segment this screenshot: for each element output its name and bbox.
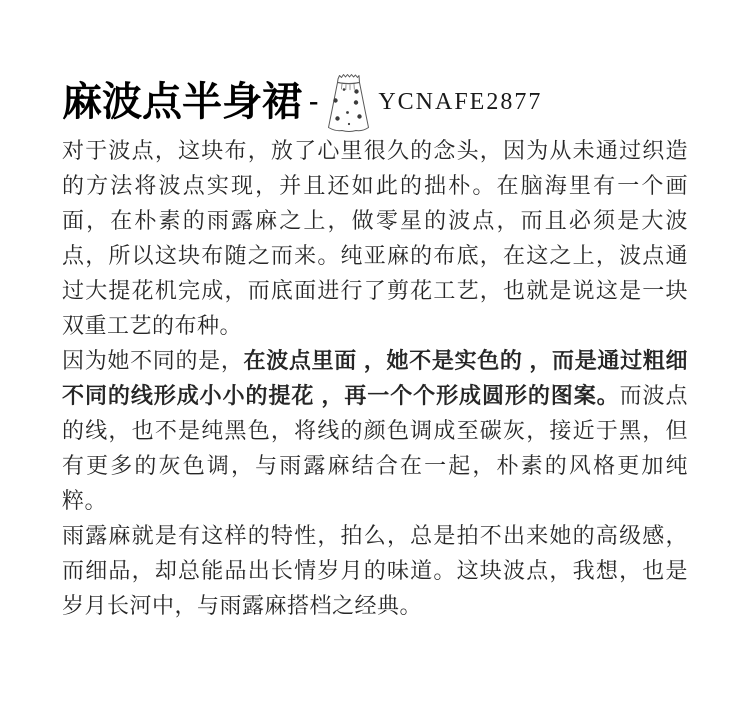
paragraph-fabric-origin <box>62 133 688 343</box>
paragraph-text-emphasis: 在波点里面 ，她不是实色的 ，而是通过粗细不同的线形成小小的提花 ，再一个个形成圆形的图案。 <box>62 348 688 408</box>
page-title: 麻波点半身裙 <box>62 78 302 124</box>
paragraph-text: 因为她不同的是， <box>62 348 244 373</box>
title-separator: - <box>309 85 319 117</box>
paragraph-text: 对于波点，这块布，放了心里很久的念头，因为从未通过织造的方法将波点实现，并且还如此的拙朴。在脑海里有一个画面，在朴素的雨露麻之上，做零星的波点，而且必须是大波点，所以这块布随之而来。纯亚麻的布底，在这之上，波点通过大提花机完成，而底面进行了剪花工艺，也就是说这是一块双重工艺的布种。 <box>62 138 688 338</box>
paragraph-text: 而波点的线，也不是纯黑色，将线的颜色调成至碳灰，接近于黑，但有更多的灰色调，与雨露麻结合在一起，朴素的风格更加纯粹。 <box>62 383 688 513</box>
paragraph-dot-detail <box>62 343 688 518</box>
page-header <box>62 0 688 133</box>
polka-dot-skirt-icon <box>325 71 372 132</box>
paragraph-linen-character <box>62 518 688 623</box>
product-code: YCNAFE2877 <box>378 88 543 115</box>
paragraph-text: 雨露麻就是有这样的特性，拍么，总是拍不出来她的高级感，而细品，却总能品出长情岁月的味道。这块波点，我想，也是岁月长河中，与雨露麻搭档之经典。 <box>62 523 688 618</box>
description-body <box>62 133 688 623</box>
